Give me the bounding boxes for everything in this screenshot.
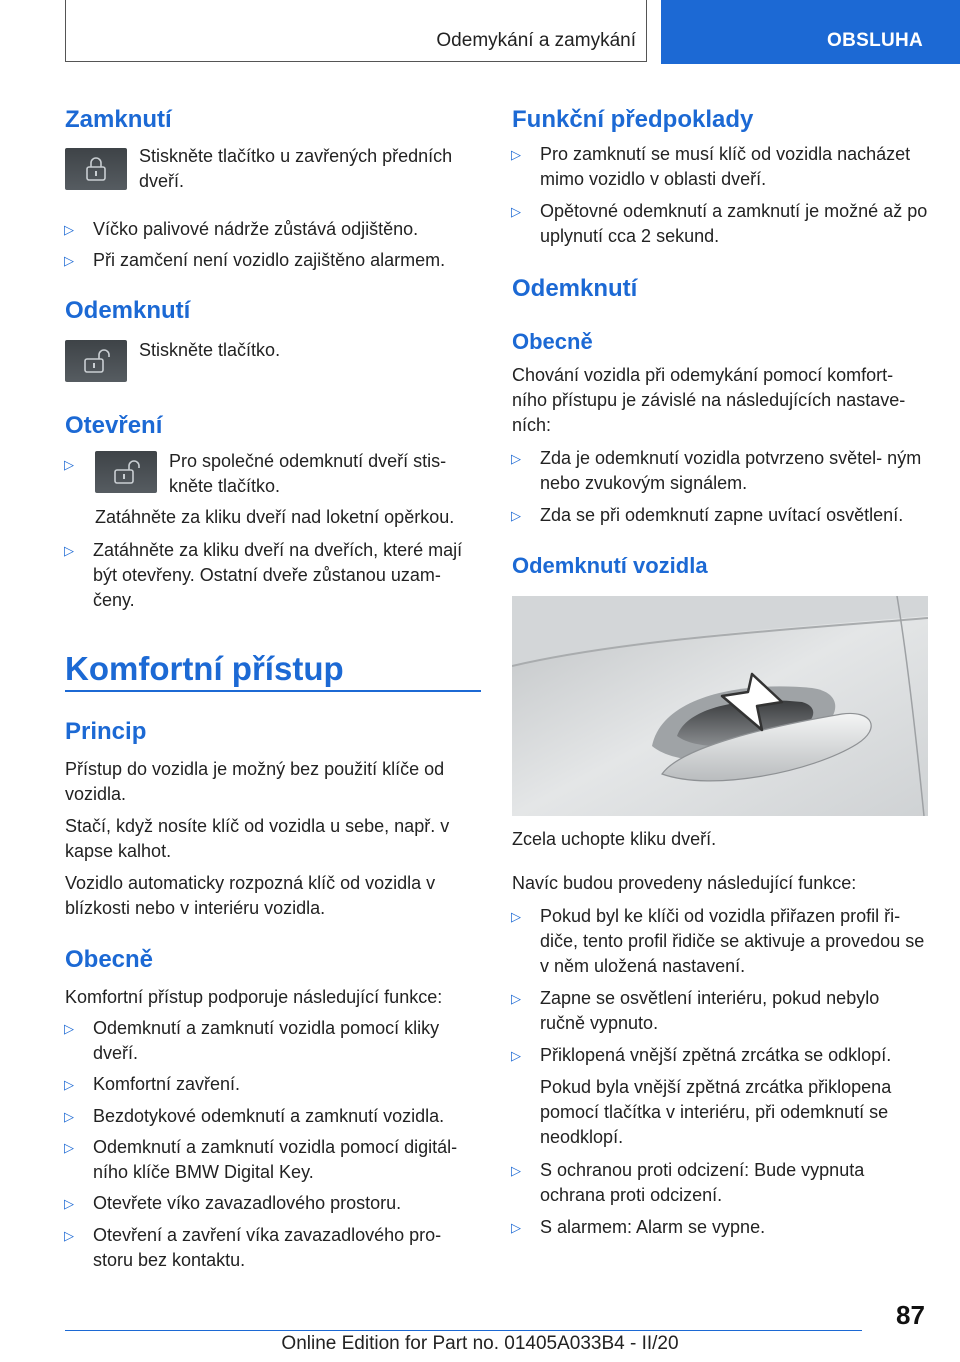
- zamknuti-instruction: Stiskněte tlačítko u zavřených předních dveří.: [139, 146, 453, 191]
- footer-edition: Online Edition for Part no. 01405A033B4 - II/20: [281, 1333, 679, 1354]
- header-section-title: Odemykání a zamykání: [436, 30, 636, 51]
- odemknuti-vozidla-intro: Navíc budou provedeny následující funkce:: [512, 873, 857, 893]
- obecne-paragraph: Chování vozidla při odemykání pomocí komfort‐ ního přístupu je závislé na následujících nastave‐ ních:: [512, 365, 906, 435]
- list-item: ▷ Při zamčení není vozidlo zajištěno alarmem.: [65, 248, 481, 273]
- heading-otevreni: Otevření: [65, 412, 163, 439]
- heading-obecne: Obecně: [65, 946, 154, 973]
- unlock-icon: [113, 458, 143, 486]
- list-item: ▷ Zda je odemknutí vozidla potvrzeno světel‐ ným nebo zvukovým signálem.: [512, 446, 928, 496]
- unlock-icon: [83, 347, 113, 375]
- heading-komfortni-pristup: Komfortní přístup: [65, 650, 344, 687]
- list-item: ▷ Přiklopená vnější zpětná zrcátka se odklopí.: [512, 1043, 928, 1068]
- heading-odemknuti-right: Odemknutí: [512, 275, 638, 302]
- list-item: ▷ Pokud byl ke klíči od vozidla přiřazen profil ři‐ diče, tento profil řidiče se aktivuje a provedou se v něm uložená nastavení.: [512, 904, 928, 979]
- otevreni-bullet-1-followup: Zatáhněte za kliku dveří nad loketní opěrkou.: [95, 507, 455, 527]
- heading-princip: Princip: [65, 718, 147, 745]
- list-item: ▷ Odemknutí a zamknutí vozidla pomocí digitál‐ ního klíče BMW Digital Key.: [65, 1135, 481, 1185]
- list-item: ▷ Opětovné odemknutí a zamknutí je možné až po uplynutí cca 2 sekund.: [512, 199, 928, 249]
- list-item: ▷ Zda se při odemknutí zapne uvítací osvětlení.: [512, 503, 928, 528]
- lock-icon: [83, 155, 109, 183]
- heading-odemknuti-vozidla: Odemknutí vozidla: [512, 553, 708, 578]
- odemknuti-instruction: Stiskněte tlačítko.: [139, 340, 281, 360]
- heading-obecne-right: Obecně: [512, 329, 593, 354]
- unlock-button-image: [95, 451, 157, 493]
- list-item: ▷ S alarmem: Alarm se vypne.: [512, 1215, 928, 1240]
- header-tab-label: OBSLUHA: [827, 30, 924, 51]
- page-number: 87: [896, 1300, 925, 1330]
- list-item: ▷ Bezdotykové odemknutí a zamknutí vozidla.: [65, 1104, 481, 1129]
- list-item: ▷ Otevření a zavření víka zavazadlového pro‐ storu bez kontaktu.: [65, 1223, 481, 1273]
- princip-paragraph: Vozidlo automaticky rozpozná klíč od vozidla v blízkosti nebo v interiéru vozidla.: [65, 873, 436, 918]
- bullet-followup: Pokud byla vnější zpětná zrcátka přiklopena pomocí tlačítka v interiéru, při odemknutí se neodklopí.: [540, 1077, 892, 1147]
- door-handle-photo: [512, 596, 928, 816]
- section-rule: [65, 690, 481, 692]
- princip-paragraph: Stačí, když nosíte klíč od vozidla u sebe, např. v kapse kalhot.: [65, 816, 450, 861]
- otevreni-bullet-1: Pro společné odemknutí dveří stis‐ kněte tlačítko.: [169, 451, 447, 496]
- list-item: ▷ Zapne se osvětlení interiéru, pokud nebylo ručně vypnuto.: [512, 986, 928, 1036]
- princip-paragraph: Přístup do vozidla je možný bez použití klíče od vozidla.: [65, 759, 445, 804]
- photo-caption: Zcela uchopte kliku dveří.: [512, 829, 717, 849]
- heading-zamknuti: Zamknutí: [65, 106, 172, 133]
- header-tab[interactable]: [661, 0, 960, 64]
- footer-rule: [65, 1330, 862, 1331]
- lock-button-image: [65, 148, 127, 190]
- list-item: ▷ Zatáhněte za kliku dveří na dveřích, které mají být otevřeny. Ostatní dveře zůstanou uzam‐ čeny.: [65, 538, 481, 613]
- list-item-marker: [65, 452, 95, 477]
- list-item: ▷ Otevřete víko zavazadlového prostoru.: [65, 1191, 481, 1216]
- heading-odemknuti: Odemknutí: [65, 297, 191, 324]
- unlock-button-image: [65, 340, 127, 382]
- obecne-intro: Komfortní přístup podporuje následující funkce:: [65, 987, 443, 1007]
- list-item: ▷ S ochranou proti odcizení: Bude vypnuta ochrana proti odcizení.: [512, 1158, 928, 1208]
- heading-funkcni-predpoklady: Funkční předpoklady: [512, 106, 754, 133]
- list-item: ▷ Víčko palivové nádrže zůstává odjištěno.: [65, 217, 481, 242]
- list-item: ▷ Odemknutí a zamknutí vozidla pomocí kliky dveří.: [65, 1016, 481, 1066]
- list-item: ▷ Pro zamknutí se musí klíč od vozidla nacházet mimo vozidlo v oblasti dveří.: [512, 142, 928, 192]
- list-item: ▷ Komfortní zavření.: [65, 1072, 481, 1097]
